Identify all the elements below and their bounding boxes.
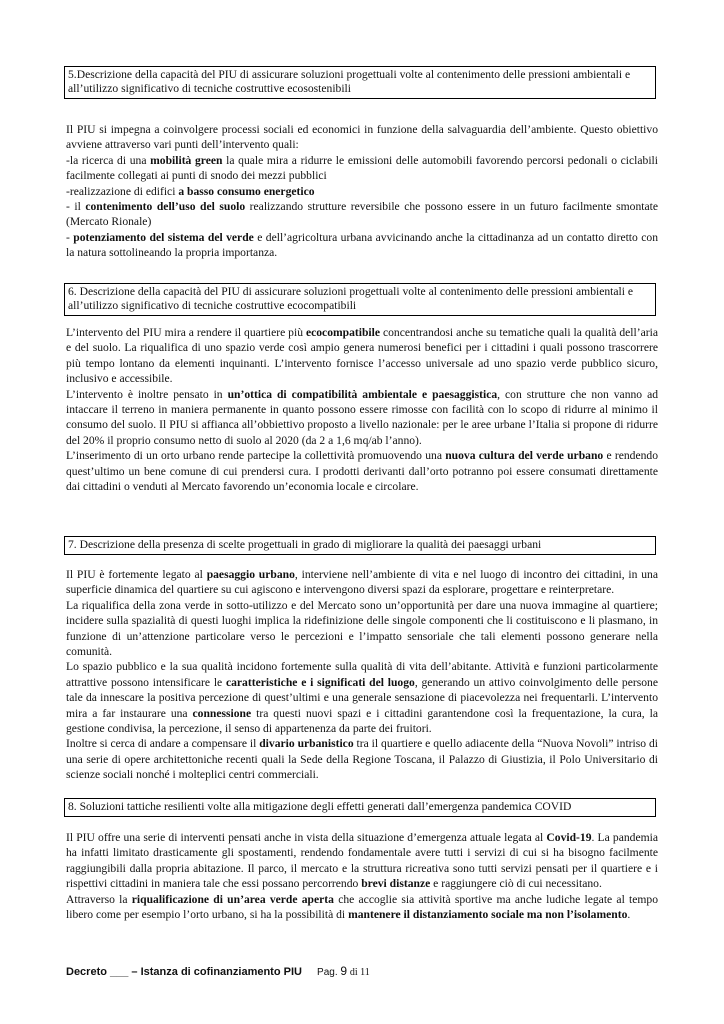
bold-text-run: riqualificazione di un’area verde aperta [131, 892, 334, 906]
text-run: Attraverso la [66, 892, 132, 906]
text-run: L’inserimento di un orto urbano rende partecipe la collettività promuovendo una [66, 449, 446, 463]
section-5-title: 5.Descrizione della capacità del PIU di assicurare soluzioni progettuali volte al contenimento delle pressioni ambientali e all’utilizzo significativo di tecniche costruttive ecosostenibili [64, 66, 656, 99]
paragraph [66, 567, 658, 598]
paragraph [66, 230, 658, 261]
footer-document-title: Decreto ___ – Istanza di cofinanziamento PIU [66, 966, 302, 978]
text-run: Il PIU offre una serie di interventi pensati anche in vista della situazione d’emergenza attuale legata al [66, 831, 547, 844]
text-run: -realizzazione di edifici [66, 184, 179, 198]
bold-text-run: potenziamento del sistema del verde [73, 230, 254, 244]
text-run: la quale mira a ridurre le emissioni delle automobili favorendo percorsi pedonali o ciclabili facilmente collegati ai punti di snodo dei mezzi pubblici [66, 153, 658, 183]
footer-page-total: di 11 [349, 967, 370, 978]
bold-text-run: nuova cultura del verde urbano [445, 449, 604, 463]
text-run: Lo spazio pubblico e la sua qualità incidono fortemente sulla qualità di vita dell’abitante. Attività e funzioni particolarmente attrattive possono intensificare le [66, 660, 658, 689]
text-run: , generando un attivo coinvolgimento delle persone tale da innescare la positiva percezione di quest’ultimi e una generale sensazione di piacevolezza nei frequentarli. L’intervento mira a far instaurare una [66, 675, 658, 720]
paragraph [66, 736, 658, 782]
paragraph [66, 325, 658, 387]
paragraph [66, 598, 658, 660]
text-run: - il [66, 200, 86, 214]
bold-text-run: contenimento dell’uso del suolo [85, 200, 246, 214]
bold-text-run: mantenere il distanziamento sociale ma non l’isolamento [348, 908, 628, 922]
text-run: . La pandemia ha infatti limitato drasticamente gli spostamenti, rendendo fondamentale avere tutti i servizi di cui si ha bisogno facilmente raggiungibili dalla propria abitazione. Il parco, il mercato e la struttura ricreativa sono tutti servizi pensati per il quartiere e i rispettivi cittadini in maniera tale che essi possano percorrendo [66, 831, 658, 891]
paragraph [66, 830, 658, 892]
paragraph [66, 659, 658, 736]
bold-text-run: ecocompatibile [305, 326, 381, 339]
paragraph [66, 199, 658, 230]
text-run: -la ricerca di una [66, 153, 151, 167]
text-run: concentrandosi anche su tematiche quali la qualità dell’aria e del suolo. La riqualifica di uno spazio verde così ampio genera numerosi benefici per i cittadini i quali possono trascorrere più tempo lontano da elementi inquinanti. L’intervento fornisce l’accesso universale ad uno spazio verde pubblico sicuro, inclusivo e accessibile. [66, 326, 658, 386]
bold-text-run: divario urbanistico [259, 737, 354, 751]
bold-text-run: un’ottica di compatibilità ambientale e paesaggistica [227, 387, 498, 401]
section-5-body [66, 122, 658, 261]
section-8-body [66, 830, 658, 922]
text-run: tra questi nuovi spazi e i cittadini garantendone così la frequentazione, la cura, la gestione condivisa, la percezione, il senso di appartenenza da parte dei fruitori. [66, 706, 659, 736]
bold-text-run: mobilità green [150, 153, 223, 167]
section-7-title: 7. Descrizione della presenza di scelte progettuali in grado di migliorare la qualità dei paesaggi urbani [64, 536, 656, 555]
section-6-body [66, 325, 658, 494]
section-8-title: 8. Soluzioni tattiche resilienti volte alla mitigazione degli effetti generati dall’emergenza pandemica COVID [64, 798, 656, 817]
bold-text-run: brevi distanze [361, 877, 431, 891]
bold-text-run: Covid-19 [546, 831, 592, 844]
paragraph [66, 448, 658, 494]
text-run: L’intervento del PIU mira a rendere il quartiere più [66, 326, 306, 339]
paragraph [66, 122, 658, 153]
paragraph [66, 387, 658, 449]
text-run: , con strutture che non vanno ad intaccare il terreno in maniera permanente in quanto possono essere rimosse con facilità con lo scopo di ridurre al minimo il consumo del suolo. Il PIU si affianca all’obbiettivo proposto a livello nazionale: per le aree urbane l’Italia si propone di ridurre del 20% il proprio consumo netto di suolo al 2020 (da 2 a 1,6 mq/ab l’anno). [66, 387, 659, 447]
bold-text-run: paesaggio urbano [206, 568, 295, 581]
paragraph [66, 184, 658, 199]
text-run: Il PIU si impegna a coinvolgere processi sociali ed economici in funzione della salvaguardia dell’ambiente. Questo obiettivo avviene attraverso vari punti dell’intervento quali: [66, 123, 658, 152]
bold-text-run: caratteristiche e i significati del luogo [225, 675, 415, 689]
text-run: - [66, 230, 74, 244]
text-run: , interviene nell’ambiente di vita e nel luogo di incontro dei cittadini, in una superficie dinamica del quartiere su cui agiscono e intervengono diversi spazi da esplorare, progettare e reinterpretare. [66, 568, 659, 597]
text-run: e rendendo quest’ultimo un bene comune di cui prendersi cura. I prodotti derivanti dall’orto potranno poi essere consumati direttamente dai cittadini o venduti al Mercato favorendo un’economia locale e circolare. [66, 449, 658, 494]
footer-page-number: 9 [340, 964, 348, 978]
footer-page-prefix: Pag. [317, 967, 338, 978]
footer-page-indicator [317, 964, 370, 978]
text-run: La riqualifica della zona verde in sotto-utilizzo e del Mercato sono un’opportunità per dare una nuova immagine al quartiere; incidere sulla spazialità di questi luoghi implica la ridefinizione delle singole componenti che li costituiscono e li plasmano, in funzione di un’attenzione particolare verso le percezioni e l’impatto sensoriale che tali elementi possono generare nella comunità. [66, 598, 658, 659]
text-run: realizzando strutture reversibile che possono essere in un futuro facilmente smontate (Mercato Rionale) [66, 200, 658, 229]
paragraph [66, 153, 658, 184]
text-run: Il PIU è fortemente legato al [66, 568, 207, 581]
bold-text-run: a basso consumo energetico [178, 184, 315, 198]
text-run: tra il quartiere e quello adiacente della “Nuova Novoli” intriso di una serie di opere architettoniche recenti quali la Sede della Regione Toscana, il Palazzo di Giustizia, il Polo Universitario di scienze sociali nonché i molteplici centri commerciali. [66, 737, 658, 782]
section-6-title: 6. Descrizione della capacità del PIU di assicurare soluzioni progettuali volte al contenimento delle pressioni ambientali e all’utilizzo significativo di tecniche costruttive ecocompatibili [64, 283, 656, 316]
page-footer [66, 964, 370, 978]
text-run: . [627, 908, 631, 922]
text-run: che accoglie sia attività sportive ma anche ludiche legate al tempo libero come per esempio l’orto urbano, si ha la possibilità di [66, 892, 658, 922]
text-run: Inoltre si cerca di andare a compensare il [66, 737, 260, 751]
paragraph [66, 892, 658, 923]
bold-text-run: connessione [192, 706, 252, 720]
section-7-body [66, 567, 658, 783]
text-run: e dell’agricoltura urbana avvicinando anche la cittadinanza ad un contatto diretto con la natura sottolineando la propria importanza. [66, 230, 658, 260]
text-run: e raggiungere ciò di cui necessitano. [430, 877, 602, 891]
text-run: L’intervento è inoltre pensato in [66, 387, 228, 401]
